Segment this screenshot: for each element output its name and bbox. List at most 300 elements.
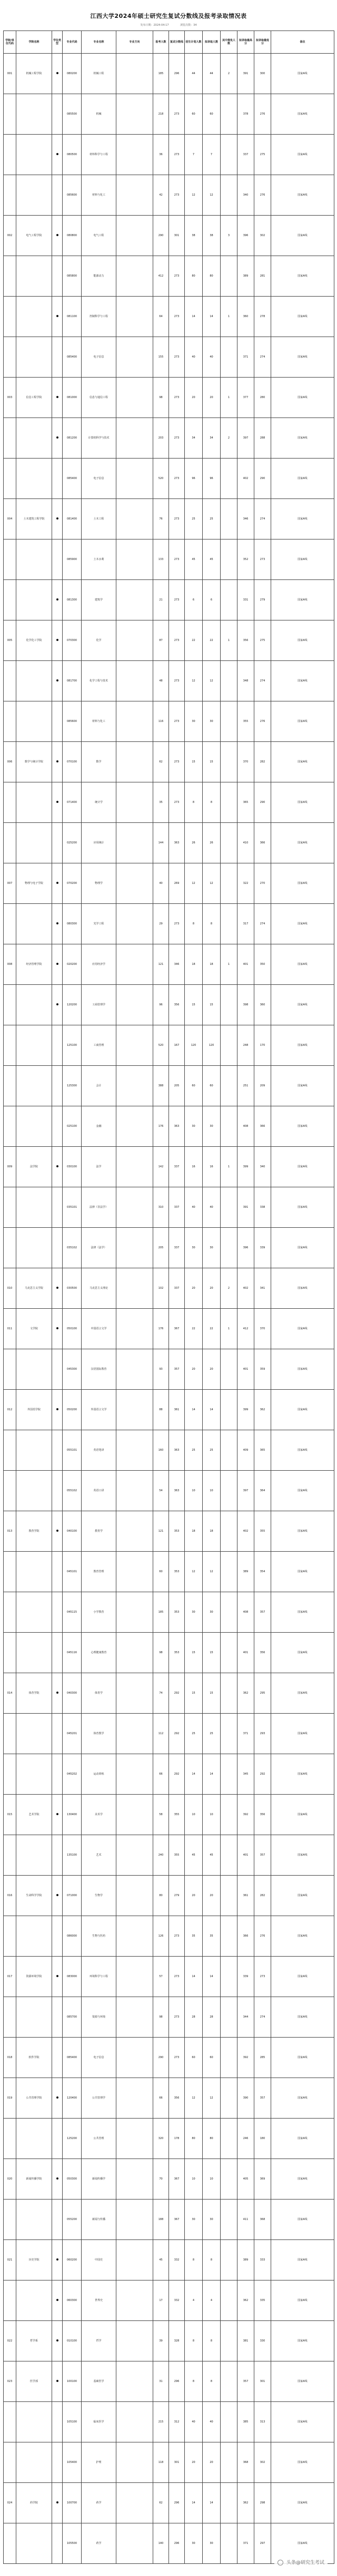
unit-code-cell	[4, 823, 16, 863]
degree-type-cell	[52, 1876, 63, 1916]
cutoff-score-cell: 273	[169, 2038, 185, 2078]
degree-type-cell	[52, 1552, 63, 1592]
major-code-cell: 085400	[63, 459, 82, 499]
major-code-cell: 035101	[63, 1187, 82, 1228]
min-score-cell: 180	[254, 2119, 271, 2159]
major-code-cell: 081700	[63, 661, 82, 701]
table-row	[4, 1714, 334, 1754]
major-code-cell: 105100	[63, 2402, 82, 2442]
plan-count-cell: 35	[185, 1916, 203, 1957]
plan-count-cell: 30	[185, 701, 203, 742]
exempt-count-cell	[221, 2240, 237, 2280]
column-header: 学位类型	[52, 31, 63, 54]
major-code-cell: 045202	[63, 1754, 82, 1795]
major-code-cell: 030100	[63, 1147, 82, 1187]
unit-code-cell: 021	[4, 2240, 16, 2280]
degree-type-cell	[52, 1187, 63, 1228]
column-header: 拟录取最高分	[237, 31, 254, 54]
remark-cell: 国家A线	[271, 1592, 334, 1633]
academic-degree-icon	[56, 882, 58, 884]
watermark	[274, 2558, 328, 2567]
major-name-cell: 土木工程	[82, 499, 116, 539]
remark-cell: 国家A线	[271, 1390, 334, 1430]
unit-name-cell: 文学院	[16, 1309, 52, 1349]
degree-type-cell	[52, 1106, 63, 1147]
unit-name-cell	[16, 1916, 52, 1957]
table-row	[4, 742, 334, 782]
page-meta	[2, 23, 335, 27]
direction-cell	[116, 2078, 153, 2119]
applicants-cell: 88	[153, 1390, 169, 1430]
table-row	[4, 1673, 334, 1714]
exempt-count-cell	[221, 2200, 237, 2240]
degree-type-cell	[52, 418, 63, 459]
direction-cell	[116, 1997, 153, 2038]
min-score-cell: 275	[254, 135, 271, 175]
degree-type-cell	[52, 1390, 63, 1430]
admitted-count-cell: 15	[203, 1633, 221, 1673]
direction-cell	[116, 216, 153, 256]
admitted-count-cell: 28	[203, 1997, 221, 2038]
unit-name-cell	[16, 1106, 52, 1147]
direction-cell	[116, 1430, 153, 1471]
watermark-text: 头条@研究生考试	[286, 2560, 324, 2565]
plan-count-cell: 8	[185, 782, 203, 823]
unit-name-cell	[16, 459, 52, 499]
unit-code-cell: 024	[4, 2483, 16, 2523]
exempt-count-cell	[221, 135, 237, 175]
admitted-count-cell: 12	[203, 2078, 221, 2119]
max-score-cell: 411	[237, 2200, 254, 2240]
cutoff-score-cell: 273	[169, 701, 185, 742]
max-score-cell: 340	[237, 175, 254, 216]
cutoff-score-cell: 273	[169, 418, 185, 459]
unit-name-cell	[16, 1430, 52, 1471]
max-score-cell: 352	[237, 539, 254, 580]
unit-name-cell	[16, 580, 52, 620]
degree-type-cell	[52, 661, 63, 701]
max-score-cell: 396	[237, 1228, 254, 1268]
plan-count-cell: 18	[185, 944, 203, 985]
admitted-count-cell: 44	[203, 54, 221, 94]
unit-code-cell	[4, 459, 16, 499]
table-row	[4, 782, 334, 823]
remark-cell: 国家A线	[271, 2361, 334, 2402]
unit-code-cell	[4, 2442, 16, 2483]
admitted-count-cell: 14	[203, 2483, 221, 2523]
table-row	[4, 256, 334, 297]
plan-count-cell: 60	[185, 2038, 203, 2078]
major-name-cell: 应用经济学	[82, 944, 116, 985]
remark-cell: 国家A线	[271, 1147, 334, 1187]
max-score-cell: 356	[237, 620, 254, 661]
min-score-cell: 282	[254, 1876, 271, 1916]
major-name-cell: 新闻与传播	[82, 2200, 116, 2240]
applicants-cell: 118	[153, 2442, 169, 2483]
remark-cell: 国家A线	[271, 1957, 334, 1997]
admitted-count-cell: 14	[203, 1754, 221, 1795]
cutoff-score-cell: 312	[169, 2402, 185, 2442]
min-score-cell: 350	[254, 944, 271, 985]
plan-count-cell: 12	[185, 661, 203, 701]
max-score-cell: 405	[237, 2159, 254, 2200]
remark-cell: 国家A线	[271, 1349, 334, 1390]
max-score-cell: 412	[237, 1309, 254, 1349]
applicants-cell: 142	[153, 1147, 169, 1187]
plan-count-cell: 12	[185, 863, 203, 904]
direction-cell	[116, 2523, 153, 2564]
min-score-cell: 370	[254, 1309, 271, 1349]
table-row	[4, 2200, 334, 2240]
major-code-cell: 100100	[63, 2361, 82, 2402]
min-score-cell: 170	[254, 1025, 271, 1066]
major-code-cell: 071400	[63, 782, 82, 823]
admitted-count-cell: 80	[203, 2119, 221, 2159]
exempt-count-cell	[221, 1592, 237, 1633]
min-score-cell: 276	[254, 1916, 271, 1957]
degree-type-cell	[52, 135, 63, 175]
cutoff-score-cell: 292	[169, 1673, 185, 1714]
degree-type-cell	[52, 701, 63, 742]
academic-degree-icon	[56, 517, 58, 520]
plan-count-cell: 14	[185, 1957, 203, 1997]
min-score-cell: 209	[254, 1066, 271, 1106]
unit-code-cell	[4, 1835, 16, 1876]
academic-degree-icon	[56, 1003, 58, 1005]
min-score-cell: 356	[254, 1633, 271, 1673]
unit-name-cell	[16, 256, 52, 297]
unit-code-cell	[4, 1471, 16, 1511]
degree-type-cell	[52, 1430, 63, 1471]
unit-code-cell	[4, 418, 16, 459]
major-name-cell: 哲学	[82, 2321, 116, 2361]
applicants-cell: 76	[153, 499, 169, 539]
cutoff-score-cell: 363	[169, 1471, 185, 1511]
unit-name-cell	[16, 1633, 52, 1673]
exempt-count-cell	[221, 1673, 237, 1714]
major-code-cell: 080200	[63, 54, 82, 94]
direction-cell	[116, 1592, 153, 1633]
min-score-cell: 364	[254, 1471, 271, 1511]
remark-cell: 国家A线	[271, 54, 334, 94]
min-score-cell: 292	[254, 1754, 271, 1795]
direction-cell	[116, 2402, 153, 2442]
applicants-cell: 62	[153, 2483, 169, 2523]
table-row	[4, 1025, 334, 1066]
exempt-count-cell	[221, 1754, 237, 1795]
applicants-cell: 57	[153, 1957, 169, 1997]
column-header: 拟录取人数	[203, 31, 221, 54]
plan-count-cell: 45	[185, 539, 203, 580]
major-name-cell: 物理学	[82, 863, 116, 904]
cutoff-score-cell: 273	[169, 580, 185, 620]
unit-code-cell	[4, 580, 16, 620]
admitted-count-cell: 35	[203, 1916, 221, 1957]
direction-cell	[116, 620, 153, 661]
plan-count-cell: 6	[185, 580, 203, 620]
admitted-count-cell: 8	[203, 782, 221, 823]
table-row	[4, 1430, 334, 1471]
applicants-cell: 205	[153, 1228, 169, 1268]
plan-count-cell: 14	[185, 2483, 203, 2523]
exempt-count-cell	[221, 539, 237, 580]
unit-name-cell: 土木建筑工程学院	[16, 499, 52, 539]
remark-cell: 国家A线	[271, 1471, 334, 1511]
remark-cell: 国家A线	[271, 1228, 334, 1268]
remark-cell: 国家A线	[271, 1835, 334, 1876]
major-name-cell: 公共管理学	[82, 2078, 116, 2119]
table-row	[4, 904, 334, 944]
exempt-count-cell	[221, 580, 237, 620]
major-code-cell: 080500	[63, 135, 82, 175]
max-score-cell: 392	[237, 2038, 254, 2078]
exempt-count-cell	[221, 1511, 237, 1552]
remark-cell: 国家A线	[271, 1673, 334, 1714]
plan-count-cell: 8	[185, 904, 203, 944]
direction-cell	[116, 1957, 153, 1997]
cutoff-score-cell: 346	[169, 944, 185, 985]
table-body	[4, 54, 334, 2564]
max-score-cell: 246	[237, 2119, 254, 2159]
cutoff-score-cell: 273	[169, 539, 185, 580]
direction-cell	[116, 1471, 153, 1511]
max-score-cell: 402	[237, 1511, 254, 1552]
cutoff-score-cell: 357	[169, 1349, 185, 1390]
admitted-count-cell: 60	[203, 1066, 221, 1106]
plan-count-cell: 12	[185, 2078, 203, 2119]
academic-degree-icon	[56, 1408, 58, 1410]
unit-name-cell	[16, 337, 52, 378]
unit-code-cell	[4, 135, 16, 175]
remark-cell: 国家A线	[271, 1714, 334, 1754]
table-row	[4, 2483, 334, 2523]
plan-count-cell: 44	[185, 54, 203, 94]
cutoff-score-cell: 273	[169, 1957, 185, 1997]
major-name-cell: 能源动力	[82, 256, 116, 297]
major-code-cell: 045101	[63, 1552, 82, 1592]
max-score-cell: 410	[237, 823, 254, 863]
plan-count-cell: 38	[185, 216, 203, 256]
admitted-count-cell: 38	[203, 216, 221, 256]
direction-cell	[116, 94, 153, 135]
academic-degree-icon	[56, 639, 58, 641]
plan-count-cell: 30	[185, 1106, 203, 1147]
major-code-cell: 055200	[63, 2200, 82, 2240]
direction-cell	[116, 539, 153, 580]
direction-cell	[116, 1106, 153, 1147]
plan-count-cell: 45	[185, 1835, 203, 1876]
degree-type-cell	[52, 2321, 63, 2361]
max-score-cell: 389	[237, 1552, 254, 1592]
major-code-cell: 085500	[63, 94, 82, 135]
remark-cell: 国家A线	[271, 216, 334, 256]
admission-grid	[3, 30, 334, 2564]
plan-count-cell: 20	[185, 2442, 203, 2483]
remark-cell: 国家A线	[271, 701, 334, 742]
remark-cell: 国家A线	[271, 378, 334, 418]
applicants-cell: 98	[153, 378, 169, 418]
min-score-cell: 290	[254, 782, 271, 823]
max-score-cell: 317	[237, 904, 254, 944]
cutoff-score-cell: 205	[169, 1066, 185, 1106]
applicants-cell: 520	[153, 459, 169, 499]
unit-name-cell: 资源环境学院	[16, 1957, 52, 1997]
table-row	[4, 1390, 334, 1430]
max-score-cell: 397	[237, 1471, 254, 1511]
column-header: 专业方向	[116, 31, 153, 54]
table-row	[4, 216, 334, 256]
admitted-count-cell: 12	[203, 175, 221, 216]
applicants-cell: 215	[153, 2402, 169, 2442]
direction-cell	[116, 944, 153, 985]
plan-count-cell: 40	[185, 337, 203, 378]
applicants-cell: 35	[153, 782, 169, 823]
major-name-cell: 世界史	[82, 2280, 116, 2321]
degree-type-cell	[52, 256, 63, 297]
direction-cell	[116, 256, 153, 297]
academic-degree-icon	[56, 922, 58, 924]
plan-count-cell: 20	[185, 378, 203, 418]
table-row	[4, 1268, 334, 1309]
direction-cell	[116, 1511, 153, 1552]
exempt-count-cell	[221, 2280, 237, 2321]
major-name-cell: 药学	[82, 2523, 116, 2564]
unit-name-cell	[16, 823, 52, 863]
min-score-cell: 333	[254, 2240, 271, 2280]
cutoff-score-cell: 296	[169, 2483, 185, 2523]
applicants-cell: 96	[153, 985, 169, 1025]
plan-count-cell: 8	[185, 2321, 203, 2361]
table-row	[4, 1795, 334, 1835]
major-name-cell: 法学	[82, 1147, 116, 1187]
table-header-row	[4, 31, 334, 54]
degree-type-cell	[52, 175, 63, 216]
applicants-cell: 144	[153, 823, 169, 863]
applicants-cell: 412	[153, 256, 169, 297]
cutoff-score-cell: 355	[169, 1795, 185, 1835]
degree-type-cell	[52, 1754, 63, 1795]
min-score-cell: 279	[254, 580, 271, 620]
major-name-cell: 会计	[82, 1066, 116, 1106]
direction-cell	[116, 1390, 153, 1430]
remark-cell: 国家A线	[271, 1876, 334, 1916]
unit-code-cell	[4, 1187, 16, 1228]
academic-degree-icon	[56, 436, 58, 439]
admitted-count-cell: 25	[203, 499, 221, 539]
table-row	[4, 1228, 334, 1268]
min-score-cell: 300	[254, 54, 271, 94]
cutoff-score-cell: 273	[169, 297, 185, 337]
admitted-count-cell: 10	[203, 1471, 221, 1511]
exempt-count-cell	[221, 94, 237, 135]
remark-cell: 国家A线	[271, 1309, 334, 1349]
admitted-count-cell: 45	[203, 1835, 221, 1876]
table-row	[4, 1997, 334, 2038]
degree-type-cell	[52, 539, 63, 580]
applicants-cell: 40	[153, 863, 169, 904]
max-score-cell: 401	[237, 1633, 254, 1673]
max-score-cell: 362	[237, 2483, 254, 2523]
admitted-count-cell: 22	[203, 620, 221, 661]
unit-code-cell	[4, 2523, 16, 2564]
max-score-cell: 402	[237, 459, 254, 499]
cutoff-score-cell: 356	[169, 2078, 185, 2119]
applicants-cell: 116	[153, 701, 169, 742]
min-score-cell: 295	[254, 1673, 271, 1714]
remark-cell: 国家A线	[271, 985, 334, 1025]
plan-count-cell: 25	[185, 1430, 203, 1471]
max-score-cell: 248	[237, 1025, 254, 1066]
major-code-cell: 135100	[63, 1835, 82, 1876]
unit-name-cell: 体育学院	[16, 1673, 52, 1714]
unit-code-cell: 001	[4, 54, 16, 94]
academic-degree-icon	[56, 396, 58, 398]
direction-cell	[116, 1835, 153, 1876]
academic-degree-icon	[56, 2096, 58, 2099]
applicants-cell: 36	[153, 135, 169, 175]
applicants-cell: 520	[153, 1025, 169, 1066]
major-name-cell: 应用统计	[82, 823, 116, 863]
degree-type-cell	[52, 2240, 63, 2280]
plan-count-cell: 8	[185, 2240, 203, 2280]
cutoff-score-cell: 367	[169, 2159, 185, 2200]
remark-cell: 国家A线	[271, 1066, 334, 1106]
unit-name-cell: 经济管理学院	[16, 944, 52, 985]
major-code-cell: 125200	[63, 2119, 82, 2159]
major-name-cell: 建筑学	[82, 580, 116, 620]
min-score-cell: 280	[254, 378, 271, 418]
major-name-cell: 生物与医药	[82, 1916, 116, 1957]
remark-cell: 国家A线	[271, 580, 334, 620]
exempt-count-cell	[221, 863, 237, 904]
unit-code-cell: 015	[4, 1795, 16, 1835]
major-name-cell: 艺术	[82, 1835, 116, 1876]
degree-type-cell	[52, 1673, 63, 1714]
admitted-count-cell: 45	[203, 539, 221, 580]
min-score-cell: 276	[254, 94, 271, 135]
major-name-cell: 英语口译	[82, 1471, 116, 1511]
admitted-count-cell: 12	[203, 661, 221, 701]
major-name-cell: 生物学	[82, 1876, 116, 1916]
min-score-cell: 274	[254, 1997, 271, 2038]
unit-code-cell	[4, 1066, 16, 1106]
exempt-count-cell	[221, 742, 237, 782]
major-code-cell: 060200	[63, 2240, 82, 2280]
table-row	[4, 1876, 334, 1916]
exempt-count-cell	[221, 1228, 237, 1268]
table-row	[4, 499, 334, 539]
exempt-count-cell	[221, 2321, 237, 2361]
table-row	[4, 823, 334, 863]
unit-code-cell	[4, 701, 16, 742]
table-row	[4, 2119, 334, 2159]
unit-name-cell	[16, 2119, 52, 2159]
plan-count-cell: 7	[185, 135, 203, 175]
applicants-cell: 112	[153, 1714, 169, 1754]
table-row	[4, 337, 334, 378]
min-score-cell: 357	[254, 1835, 271, 1876]
applicants-cell: 310	[153, 1187, 169, 1228]
major-code-cell: 080300	[63, 904, 82, 944]
min-score-cell: 338	[254, 1187, 271, 1228]
unit-code-cell	[4, 1997, 16, 2038]
major-code-cell: 105400	[63, 2442, 82, 2483]
cutoff-score-cell: 332	[169, 2280, 185, 2321]
exempt-count-cell: 1	[221, 620, 237, 661]
direction-cell	[116, 1876, 153, 1916]
direction-cell	[116, 2361, 153, 2402]
max-score-cell: 370	[237, 742, 254, 782]
